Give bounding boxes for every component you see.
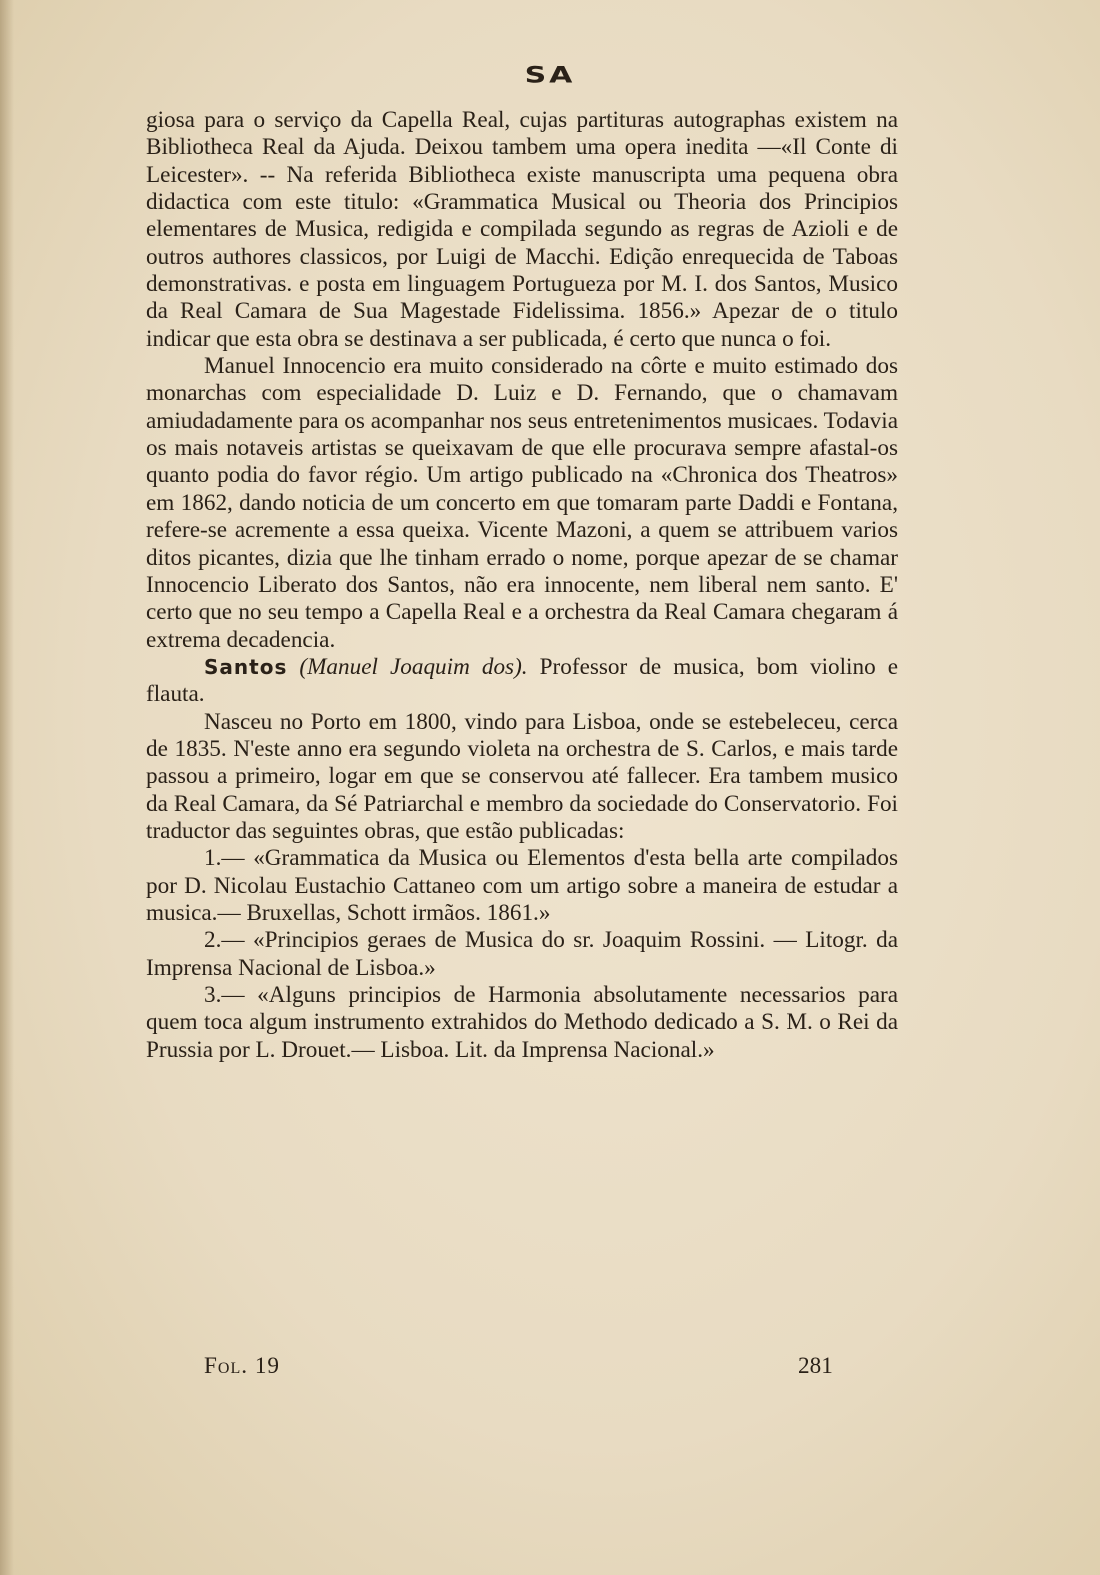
page-gutter-shadow xyxy=(0,0,14,1575)
entry-santos xyxy=(146,654,898,709)
list-item-2: 2.— «Principios geraes de Musica do sr. Joaquim Rossini. — Litogr. da Imprensa Nacional de Lisboa.» xyxy=(146,927,898,981)
list-item-3: 3.— «Alguns principios de Harmonia absolutamente necessarios para quem toca algum instrumento extrahidos do Methodo dedicado a S. M. o Rei da Prussia por L. Drouet.— Lisboa. Lit. da Imprensa Nacional.» xyxy=(146,982,898,1063)
running-head: SA xyxy=(524,62,576,89)
body-text xyxy=(146,107,898,1064)
page-number: 281 xyxy=(798,1353,833,1379)
list-item-1: 1.— «Grammatica da Musica ou Elementos d'esta bella arte compilados por D. Nicolau Eustachio Cattaneo com um artigo sobre a maneira de estudar a musica.— Bruxellas, Schott irmãos. 1861.» xyxy=(146,845,898,926)
page-footer xyxy=(146,1353,898,1383)
paragraph-biography: Nasceu no Porto em 1800, vindo para Lisboa, onde se estebeleceu, cerca de 1835. N'este anno era segundo violeta na orchestra de S. Carlos, e mais tarde passou a primeiro, logar em que se conservou até fallecer. Era tambem musico da Real Camara, da Sé Patriarchal e membro da sociedade do Conservatorio. Foi traductor das seguintes obras, que estão publicadas: xyxy=(146,708,898,844)
entry-description: Professor de musica, bom violino e flauta. xyxy=(146,653,899,708)
signature-mark: Fol. 19 xyxy=(204,1353,281,1379)
entry-headword: Santos xyxy=(204,654,288,679)
paragraph-continuation: giosa para o serviço da Capella Real, cujas partituras autographas existem na Bibliotheca Real da Ajuda. Deixou tambem uma opera inedita —«Il Conte di Leicester». -- Na referida Bibliotheca existe manuscripta uma pequena obra didactica com este titulo: «Grammatica Musical ou Theoria dos Principios elementares de Musica, redigida e compilada segundo as regras de Azioli e de outros authores classicos, por Luigi de Macchi. Edição enrequecida de Taboas demonstrativas. e posta em linguagem Portugueza por M. I. dos Santos, Musico da Real Camara de Sua Magestade Fidelissima. 1856.» Apezar de o titulo indicar que esta obra se destinava a ser publicada, é certo que nunca o foi. xyxy=(146,107,898,352)
entry-epithet: (Manuel Joaquim dos). xyxy=(299,653,528,680)
paragraph-manuel-innocencio: Manuel Innocencio era muito considerado na côrte e muito estimado dos monarchas com especialidade D. Luiz e D. Fernando, que o chamavam amiudadamente para os acompanhar nos seus entretenimentos musicaes. Todavia os mais notaveis artistas se queixavam de que elle procurava sempre afastal-os quanto podia do favor régio. Um artigo publicado na «Chronica dos Theatros» em 1862, dando noticia de um concerto em que tomaram parte Daddi e Fontana, refere-se acremente a essa queixa. Vicente Mazoni, a quem se attribuem varios ditos picantes, dizia que lhe tinham errado o nome, porque apezar de se chamar Innocencio Liberato dos Santos, não era innocente, nem liberal nem santo. E' certo que no seu tempo a Capella Real e a orchestra da Real Camara chegaram á extrema decadencia. xyxy=(146,353,898,653)
